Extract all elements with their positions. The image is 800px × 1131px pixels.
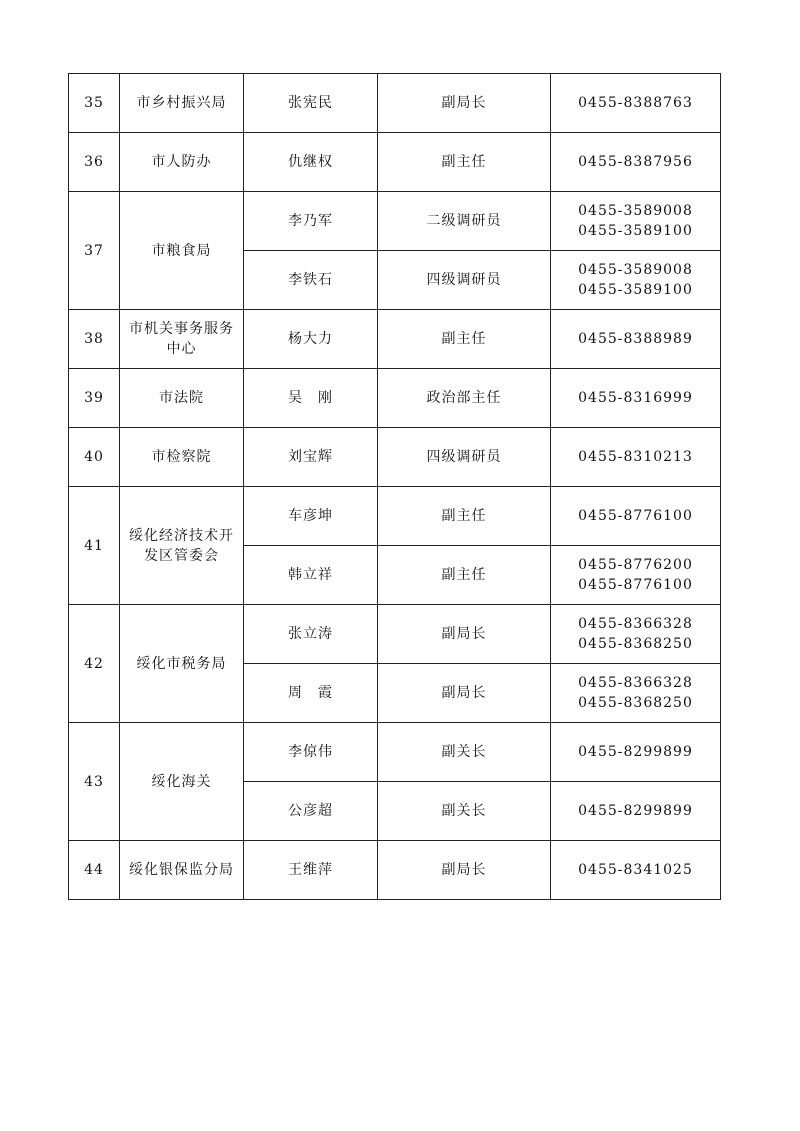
phone-number: 0455-8366328 (578, 675, 693, 691)
person-name: 张立涛 (244, 605, 378, 664)
phone-number: 0455-3589008 (578, 262, 693, 278)
phone-number: 0455-8299899 (578, 744, 693, 760)
unit-name: 绥化经济技术开发区管委会 (120, 487, 244, 605)
phone-cell (551, 310, 721, 369)
person-name: 仇继权 (244, 133, 378, 192)
row-number: 36 (69, 133, 120, 192)
phone-cell (551, 841, 721, 900)
table-row (69, 133, 721, 192)
row-number: 35 (69, 74, 120, 133)
person-name: 刘宝辉 (244, 428, 378, 487)
table-row (69, 74, 721, 133)
phone-number: 0455-8366328 (578, 616, 693, 632)
table-row (69, 723, 721, 782)
person-name: 李倞伟 (244, 723, 378, 782)
unit-name: 绥化海关 (120, 723, 244, 841)
table-row (69, 487, 721, 546)
phone-cell (551, 251, 721, 310)
phone-cell (551, 723, 721, 782)
job-title: 四级调研员 (378, 428, 551, 487)
job-title: 副主任 (378, 546, 551, 605)
job-title: 副主任 (378, 487, 551, 546)
person-name: 韩立祥 (244, 546, 378, 605)
job-title: 副局长 (378, 841, 551, 900)
person-name: 车彦坤 (244, 487, 378, 546)
row-number: 37 (69, 192, 120, 310)
phone-number: 0455-8368250 (578, 636, 693, 652)
phone-cell (551, 133, 721, 192)
phone-cell (551, 428, 721, 487)
job-title: 四级调研员 (378, 251, 551, 310)
job-title: 副关长 (378, 723, 551, 782)
table-row (69, 310, 721, 369)
phone-cell (551, 487, 721, 546)
person-name: 公彦超 (244, 782, 378, 841)
unit-name: 绥化市税务局 (120, 605, 244, 723)
unit-name: 市法院 (120, 369, 244, 428)
unit-name: 市乡村振兴局 (120, 74, 244, 133)
phone-cell (551, 192, 721, 251)
phone-number: 0455-8388763 (578, 95, 693, 111)
phone-number: 0455-8387956 (578, 154, 693, 170)
person-name: 张宪民 (244, 74, 378, 133)
phone-cell (551, 369, 721, 428)
phone-number: 0455-8776200 (578, 557, 693, 573)
unit-name: 市粮食局 (120, 192, 244, 310)
person-name: 杨大力 (244, 310, 378, 369)
phone-cell (551, 74, 721, 133)
job-title: 二级调研员 (378, 192, 551, 251)
table-row (69, 192, 721, 251)
row-number: 39 (69, 369, 120, 428)
unit-name: 市检察院 (120, 428, 244, 487)
job-title: 副主任 (378, 310, 551, 369)
phone-number: 0455-8299899 (578, 803, 693, 819)
job-title: 副主任 (378, 133, 551, 192)
job-title: 政治部主任 (378, 369, 551, 428)
phone-number: 0455-8310213 (578, 449, 693, 465)
table-row (69, 605, 721, 664)
table-row (69, 841, 721, 900)
phone-cell (551, 782, 721, 841)
phone-number: 0455-3589008 (578, 203, 693, 219)
phone-number: 0455-3589100 (578, 223, 693, 239)
phone-number: 0455-8388989 (578, 331, 693, 347)
unit-name: 市机关事务服务中心 (120, 310, 244, 369)
row-number: 44 (69, 841, 120, 900)
row-number: 43 (69, 723, 120, 841)
phone-cell (551, 605, 721, 664)
table-row (69, 369, 721, 428)
unit-name: 绥化银保监分局 (120, 841, 244, 900)
unit-name: 市人防办 (120, 133, 244, 192)
person-name: 李铁石 (244, 251, 378, 310)
job-title: 副局长 (378, 605, 551, 664)
person-name: 王维萍 (244, 841, 378, 900)
person-name: 吴 刚 (244, 369, 378, 428)
phone-number: 0455-8368250 (578, 695, 693, 711)
table-row (69, 428, 721, 487)
phone-number: 0455-3589100 (578, 282, 693, 298)
phone-number: 0455-8776100 (578, 577, 693, 593)
row-number: 38 (69, 310, 120, 369)
phone-cell (551, 546, 721, 605)
row-number: 42 (69, 605, 120, 723)
phone-number: 0455-8341025 (578, 862, 693, 878)
person-name: 李乃军 (244, 192, 378, 251)
job-title: 副局长 (378, 74, 551, 133)
job-title: 副关长 (378, 782, 551, 841)
row-number: 41 (69, 487, 120, 605)
contact-table (68, 73, 721, 900)
person-name: 周 霞 (244, 664, 378, 723)
job-title: 副局长 (378, 664, 551, 723)
row-number: 40 (69, 428, 120, 487)
phone-number: 0455-8316999 (578, 390, 693, 406)
phone-cell (551, 664, 721, 723)
phone-number: 0455-8776100 (578, 508, 693, 524)
